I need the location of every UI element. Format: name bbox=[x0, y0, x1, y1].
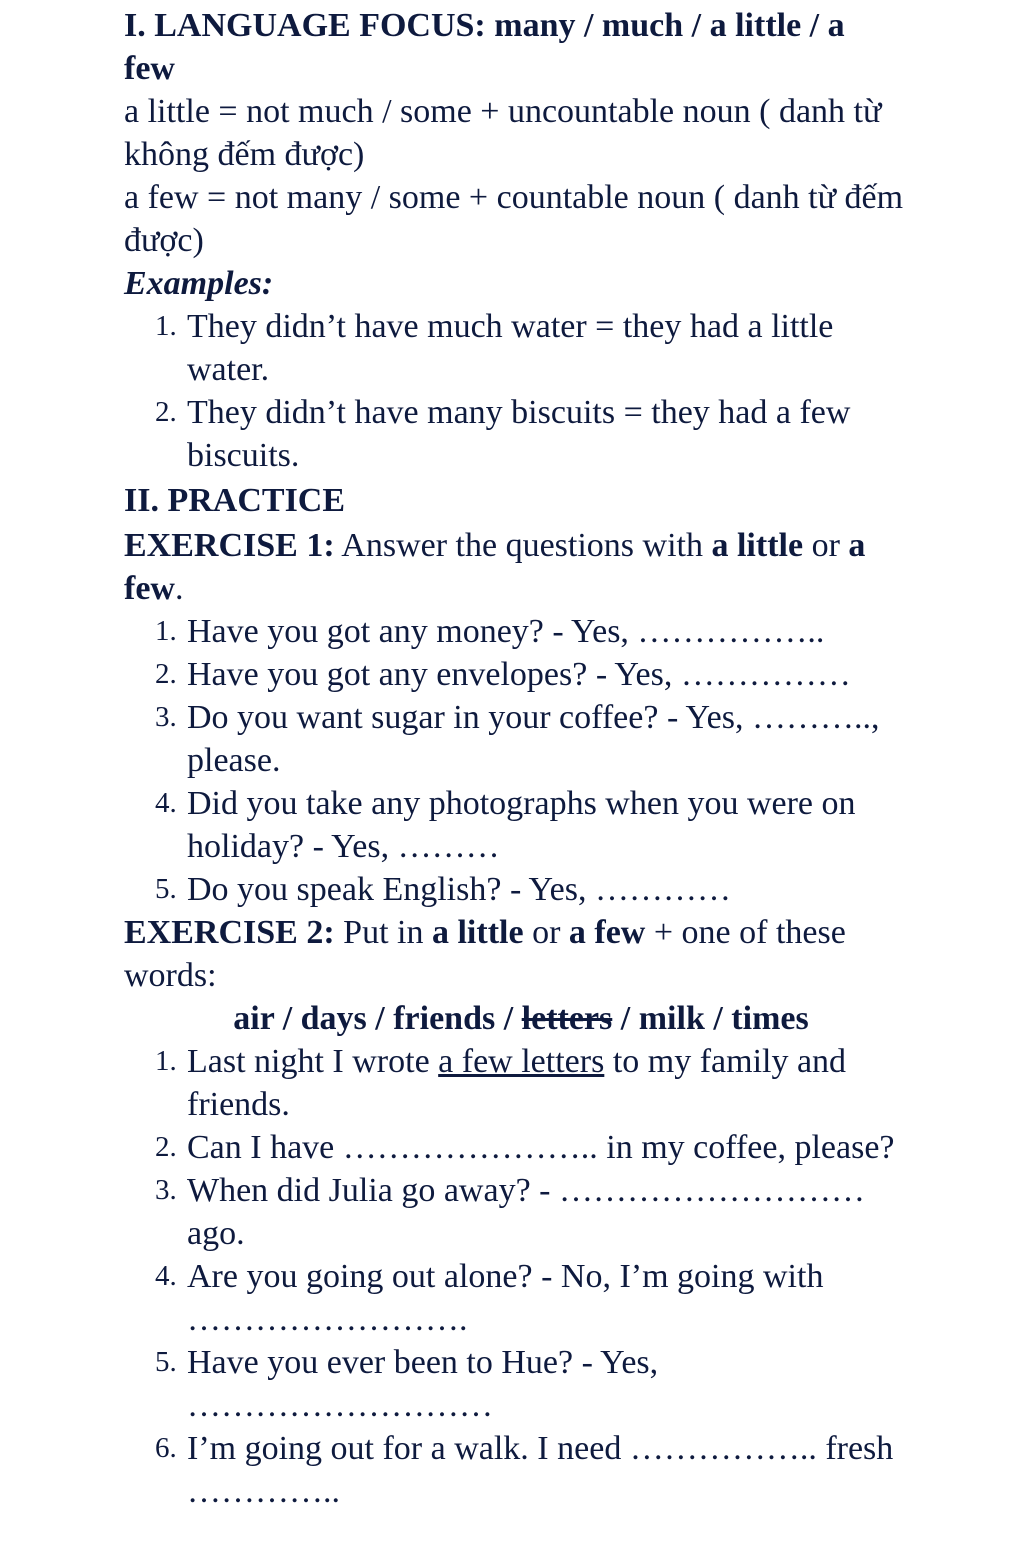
list-item bbox=[124, 1255, 904, 1341]
instruction-text: . bbox=[174, 570, 184, 607]
instruction-text: or bbox=[803, 527, 849, 564]
section1-heading: I. LANGUAGE FOCUS: many / much / a little / a few bbox=[124, 7, 845, 87]
list-item bbox=[124, 868, 904, 911]
item-text: They didn’t have many biscuits = they had a few biscuits. bbox=[187, 394, 851, 474]
instruction-text: Put in bbox=[334, 914, 432, 951]
rule-a-few: a few = not many / some + countable noun ( danh từ đếm được) bbox=[124, 179, 904, 259]
item-text: Have you ever been to Hue? - Yes, ……………………… bbox=[187, 1344, 659, 1424]
item-text: When did Julia go away? - ……………………… ago. bbox=[187, 1172, 865, 1252]
item-number: 5. bbox=[155, 873, 177, 905]
examples-title: Examples: bbox=[124, 265, 274, 302]
item-text: Did you take any photographs when you were on holiday? - Yes, ……… bbox=[187, 785, 856, 865]
item-number: 3. bbox=[155, 1174, 177, 1206]
item-text: They didn’t have much water = they had a little water. bbox=[187, 308, 834, 388]
list-item bbox=[124, 305, 904, 391]
keyword: a few bbox=[568, 914, 646, 951]
item-number: 4. bbox=[155, 1260, 177, 1292]
item-text: Do you speak English? - Yes, ………… bbox=[187, 871, 731, 908]
item-text: Are you going out alone? - No, I’m going with ……………………. bbox=[187, 1258, 824, 1338]
item-text: I’m going out for a walk. I need …………….. fresh ………….. bbox=[187, 1430, 894, 1510]
item-number: 3. bbox=[155, 701, 177, 733]
exercise1-label: EXERCISE 1: bbox=[124, 527, 335, 564]
instruction-text: Answer the questions with bbox=[334, 527, 712, 564]
item-text: Have you got any envelopes? - Yes, …………… bbox=[187, 656, 851, 693]
list-item bbox=[124, 696, 904, 782]
exercise1-list bbox=[124, 610, 904, 911]
exercise2-instructions bbox=[124, 911, 904, 997]
list-item bbox=[124, 391, 904, 477]
list-item bbox=[124, 1341, 904, 1427]
list-item bbox=[124, 1126, 904, 1169]
list-item bbox=[124, 1169, 904, 1255]
list-item bbox=[124, 610, 904, 653]
struck-word: letters bbox=[521, 1000, 613, 1037]
word-bank-text: air / days / friends / bbox=[233, 1000, 522, 1037]
exercise2-label: EXERCISE 2: bbox=[124, 914, 335, 951]
item-text: Can I have ………………….. in my coffee, please? bbox=[187, 1129, 895, 1166]
list-item bbox=[124, 1427, 904, 1513]
instruction-text: + one of these words: bbox=[124, 914, 846, 994]
item-text: to my family and friends. bbox=[187, 1043, 847, 1123]
item-number: 5. bbox=[155, 1346, 177, 1378]
item-text: Do you want sugar in your coffee? - Yes, ……….., please. bbox=[187, 699, 880, 779]
exercise1-instructions bbox=[124, 524, 904, 610]
list-item bbox=[124, 1040, 904, 1126]
list-item bbox=[124, 653, 904, 696]
rule-a-little: a little = not much / some + uncountable noun ( danh từ không đếm được) bbox=[124, 93, 882, 173]
keyword: a little bbox=[711, 527, 804, 564]
keyword: a few bbox=[124, 527, 866, 607]
section2-heading: II. PRACTICE bbox=[124, 482, 346, 519]
item-number: 6. bbox=[155, 1432, 177, 1464]
item-text: Last night I wrote bbox=[187, 1043, 439, 1080]
list-item bbox=[124, 782, 904, 868]
instruction-text: or bbox=[523, 914, 569, 951]
example-answer: a few letters bbox=[438, 1043, 605, 1080]
item-number: 2. bbox=[155, 396, 177, 428]
item-number: 1. bbox=[155, 310, 177, 342]
worksheet bbox=[124, 4, 904, 1513]
word-bank-text: / milk / times bbox=[612, 1000, 809, 1037]
item-number: 2. bbox=[155, 658, 177, 690]
item-number: 1. bbox=[155, 1045, 177, 1077]
keyword: a little bbox=[431, 914, 524, 951]
exercise2-list bbox=[124, 1040, 904, 1513]
word-bank bbox=[124, 997, 904, 1040]
item-number: 2. bbox=[155, 1131, 177, 1163]
examples-list bbox=[124, 305, 904, 477]
item-text: Have you got any money? - Yes, …………….. bbox=[187, 613, 825, 650]
item-number: 4. bbox=[155, 787, 177, 819]
item-number: 1. bbox=[155, 615, 177, 647]
